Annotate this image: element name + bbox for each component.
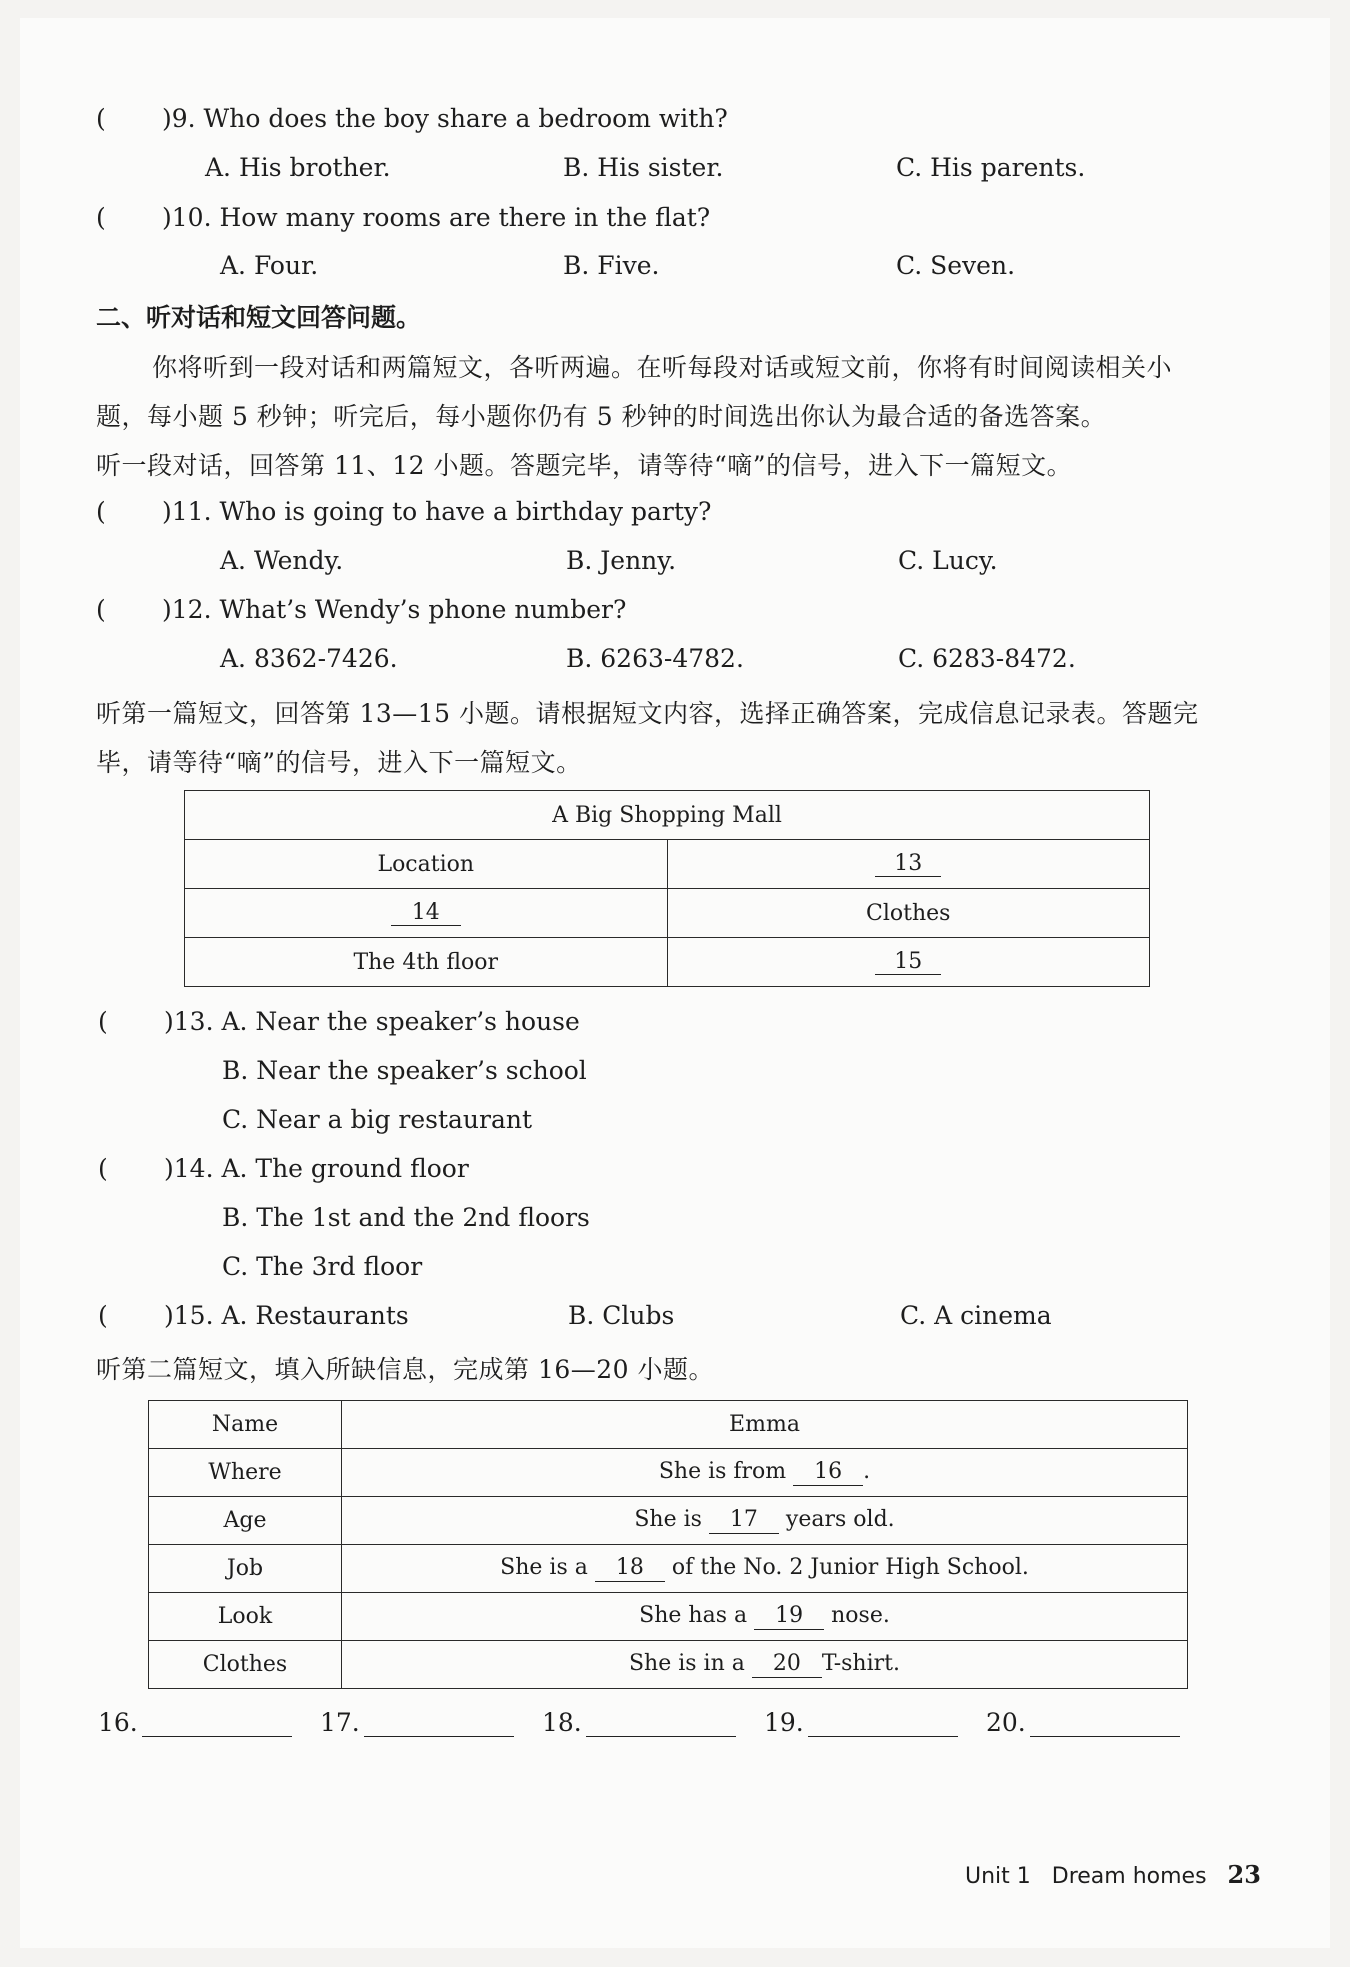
row-value-clothes [342, 1641, 1188, 1689]
answer-19[interactable] [764, 1708, 958, 1737]
answer-16[interactable] [98, 1708, 292, 1737]
answer-17-label: 17. [320, 1708, 360, 1737]
section2-intro-line1: 你将听到一段对话和两篇短文，各听两遍。在听每段对话或短文前，你将有时间阅读相关小 [152, 353, 1173, 382]
clothes-text: She is in a [628, 1651, 745, 1677]
clothes-end: T-shirt. [821, 1651, 900, 1677]
q13-option-b[interactable]: B. Near the speaker’s school [222, 1056, 587, 1085]
q13-option-c[interactable]: C. Near a big restaurant [222, 1105, 533, 1134]
q10-option-b[interactable]: B. Five. [563, 251, 660, 280]
q10-question: )10. How many rooms are there in the flat? [162, 203, 711, 232]
footer-title: Dream homes [1051, 1864, 1207, 1889]
blank-16: 16 [793, 1460, 863, 1485]
answer-17-line[interactable] [364, 1710, 514, 1737]
q12-question: )12. What’s Wendy’s phone number? [162, 595, 627, 624]
q14-option-b[interactable]: B. The 1st and the 2nd floors [222, 1203, 590, 1232]
answer-18-label: 18. [542, 1708, 582, 1737]
q11-option-b[interactable]: B. Jenny. [566, 546, 677, 575]
where-end: . [863, 1459, 871, 1485]
q10-option-c[interactable]: C. Seven. [896, 251, 1016, 280]
answer-19-label: 19. [764, 1708, 804, 1737]
q15-paren: ( [98, 1301, 108, 1330]
row-label-look: Look [149, 1593, 342, 1641]
job-text: She is a [500, 1555, 588, 1581]
fourth-floor-label: The 4th floor [185, 938, 668, 987]
row-value-job [342, 1545, 1188, 1593]
q9-option-b[interactable]: B. His sister. [563, 153, 724, 182]
passage1-instruction-line2: 毕，请等待“嘀”的信号，进入下一篇短文。 [96, 748, 582, 777]
answer-19-line[interactable] [808, 1710, 958, 1737]
q10-option-a[interactable]: A. Four. [220, 251, 319, 280]
passage2-instruction: 听第二篇短文，填入所缺信息，完成第 16—20 小题。 [96, 1355, 715, 1384]
row-label-age: Age [149, 1497, 342, 1545]
blank-20: 20 [752, 1652, 822, 1677]
shopping-mall-table [184, 790, 1150, 987]
footer-unit: Unit 1 [965, 1864, 1031, 1889]
answer-17[interactable] [320, 1708, 514, 1737]
q11-option-c[interactable]: C. Lucy. [898, 546, 998, 575]
q10-paren: ( [96, 203, 106, 232]
age-end: years old. [785, 1507, 895, 1533]
blank-14: 14 [391, 901, 461, 926]
answer-18[interactable] [542, 1708, 736, 1737]
q9-question: )9. Who does the boy share a bedroom with? [162, 104, 728, 133]
row-label-job: Job [149, 1545, 342, 1593]
q14-option-c[interactable]: C. The 3rd floor [222, 1252, 423, 1281]
row-value-name: Emma [342, 1401, 1188, 1449]
q14-paren: ( [98, 1154, 108, 1183]
shopping-mall-table-title: A Big Shopping Mall [185, 791, 1150, 840]
q13-paren: ( [98, 1007, 108, 1036]
dialog-instruction: 听一段对话，回答第 11、12 小题。答题完毕，请等待“嘀”的信号，进入下一篇短文。 [96, 451, 1073, 480]
q13-question-option-a[interactable]: )13. A. Near the speaker’s house [164, 1007, 580, 1036]
passage1-instruction-line1: 听第一篇短文，回答第 13—15 小题。请根据短文内容，选择正确答案，完成信息记录表。答题完 [96, 699, 1199, 728]
q15-question-option-a[interactable]: )15. A. Restaurants [164, 1301, 409, 1330]
q11-paren: ( [96, 497, 106, 526]
q11-question: )11. Who is going to have a birthday party? [162, 497, 712, 526]
page-footer [965, 1860, 1261, 1889]
q12-option-b[interactable]: B. 6263-4782. [566, 644, 744, 673]
blank-15: 15 [875, 950, 941, 975]
answer-16-line[interactable] [142, 1710, 292, 1737]
row-value-look [342, 1593, 1188, 1641]
q12-option-c[interactable]: C. 6283-8472. [898, 644, 1076, 673]
blank-18: 18 [595, 1556, 665, 1581]
where-text: She is from [658, 1459, 787, 1485]
page-number: 23 [1227, 1860, 1261, 1889]
age-text: She is [634, 1507, 702, 1533]
answer-16-label: 16. [98, 1708, 138, 1737]
answer-20-line[interactable] [1030, 1710, 1180, 1737]
q9-option-a[interactable]: A. His brother. [205, 153, 391, 182]
q14-question-option-a[interactable]: )14. A. The ground floor [164, 1154, 469, 1183]
q11-option-a[interactable]: A. Wendy. [220, 546, 344, 575]
row-label-name: Name [149, 1401, 342, 1449]
section2-intro-line2: 题，每小题 5 秒钟；听完后，每小题你仍有 5 秒钟的时间选出你认为最合适的备选答案。 [96, 402, 1107, 431]
look-text: She has a [639, 1603, 748, 1629]
q15-option-b[interactable]: B. Clubs [568, 1301, 675, 1330]
emma-info-table [148, 1400, 1188, 1689]
answer-20-label: 20. [986, 1708, 1026, 1737]
answer-20[interactable] [986, 1708, 1180, 1737]
row-value-age [342, 1497, 1188, 1545]
row-value-where [342, 1449, 1188, 1497]
q12-option-a[interactable]: A. 8362-7426. [220, 644, 398, 673]
job-end: of the No. 2 Junior High School. [671, 1555, 1029, 1581]
blank-13: 13 [875, 852, 941, 877]
clothes-label: Clothes [667, 889, 1150, 938]
q9-paren: ( [96, 104, 106, 133]
row-label-clothes: Clothes [149, 1641, 342, 1689]
section2-heading: 二、听对话和短文回答问题。 [96, 303, 422, 332]
answer-18-line[interactable] [586, 1710, 736, 1737]
q12-paren: ( [96, 595, 106, 624]
location-label: Location [185, 840, 668, 889]
blank-19: 19 [754, 1604, 824, 1629]
q15-option-c[interactable]: C. A cinema [900, 1301, 1052, 1330]
look-end: nose. [831, 1603, 890, 1629]
q9-option-c[interactable]: C. His parents. [896, 153, 1086, 182]
blank-17: 17 [709, 1508, 779, 1533]
row-label-where: Where [149, 1449, 342, 1497]
